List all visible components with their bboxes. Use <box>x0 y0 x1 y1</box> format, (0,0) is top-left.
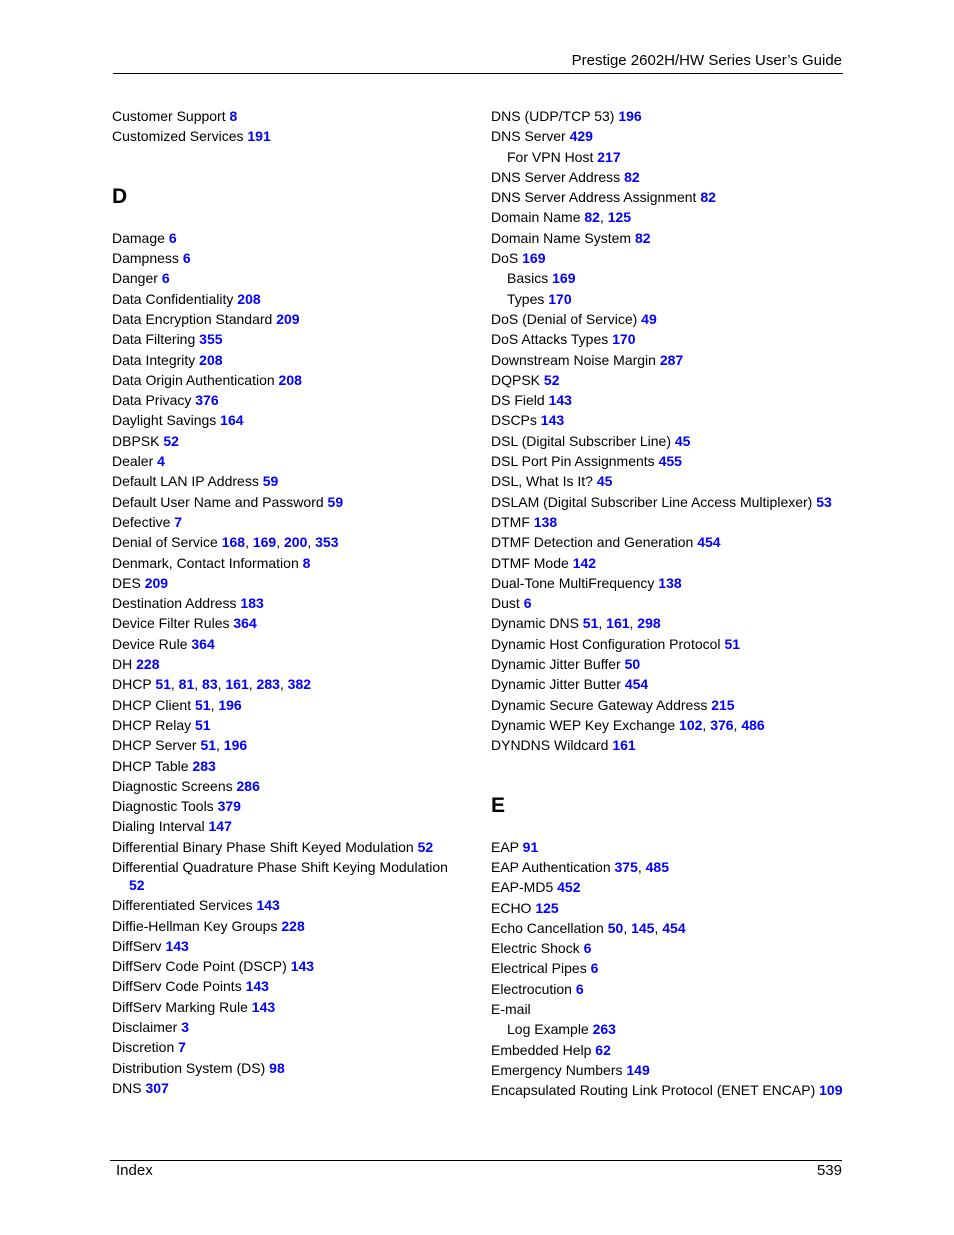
index-term: DiffServ Marking Rule <box>112 998 248 1015</box>
index-term: Dialing Interval <box>112 818 205 835</box>
page-reference-link[interactable]: 143 <box>245 978 269 995</box>
page-reference-link[interactable]: 376 <box>195 392 219 409</box>
index-term: Embedded Help <box>491 1041 592 1058</box>
index-term: Diagnostic Tools <box>112 798 214 815</box>
index-entry <box>112 797 457 815</box>
page-reference-link[interactable]: 6 <box>161 270 170 287</box>
page-reference-link[interactable]: 82 <box>584 209 600 226</box>
page-reference-link[interactable]: 485 <box>645 859 669 875</box>
index-entry <box>491 838 851 856</box>
page-reference-link[interactable]: 169 <box>252 534 277 551</box>
page-reference-link[interactable]: 287 <box>659 351 684 368</box>
index-entry <box>491 696 851 714</box>
page-reference-link[interactable]: 125 <box>607 209 632 226</box>
index-term: Data Integrity <box>112 351 196 368</box>
index-term: Dynamic Secure Gateway Address <box>491 696 708 713</box>
page-reference-link[interactable]: 143 <box>290 958 315 975</box>
index-entry <box>112 716 457 734</box>
page-reference-link[interactable]: 161 <box>606 615 630 632</box>
page-reference-link[interactable]: 286 <box>236 777 260 794</box>
index-term: DYNDNS Wildcard <box>491 737 609 754</box>
index-term: DSL Port Pin Assignments <box>491 453 655 470</box>
index-term: Dual-Tone MultiFrequency <box>491 574 655 591</box>
index-term: Basics <box>507 270 549 287</box>
index-term: DSL (Digital Subscriber Line) <box>491 432 671 449</box>
index-term: Dust <box>491 595 520 612</box>
page-reference-link[interactable]: 7 <box>174 513 183 530</box>
index-term: Diffie-Hellman Key Groups <box>112 917 278 934</box>
index-term: Damage <box>112 229 165 246</box>
page-reference-link[interactable]: 98 <box>269 1059 285 1076</box>
index-term: Default User Name and Password <box>112 493 324 510</box>
page-reference-link[interactable]: 81 <box>178 676 195 693</box>
index-term: Electrocution <box>491 980 572 997</box>
index-entry <box>112 838 457 856</box>
index-entry <box>491 229 851 247</box>
index-term: Dynamic Jitter Butter <box>491 676 621 693</box>
page-reference-link[interactable]: 283 <box>192 757 216 774</box>
page-reference-link[interactable]: 52 <box>417 838 434 855</box>
index-entry <box>112 1079 457 1097</box>
index-entry <box>491 1041 851 1059</box>
index-term: DNS Server Address Assignment <box>491 189 697 206</box>
index-term: Electric Shock <box>491 940 580 957</box>
page-reference-link[interactable]: 196 <box>223 737 248 754</box>
index-term: DES <box>112 574 141 591</box>
index-term: Distribution System (DS) <box>112 1059 266 1076</box>
index-term: Differentiated Services <box>112 897 253 914</box>
page-reference-link[interactable]: 376 <box>710 716 734 733</box>
index-term: Data Origin Authentication <box>112 371 275 388</box>
page-reference-link[interactable]: 49 <box>641 310 657 327</box>
index-entry <box>491 1000 851 1018</box>
index-term: DoS (Denial of Service) <box>491 310 638 327</box>
page-reference-link[interactable]: 149 <box>626 1061 650 1078</box>
index-term: DHCP <box>112 676 152 693</box>
page-reference-link[interactable]: 353 <box>315 534 339 551</box>
index-entry <box>491 107 851 125</box>
index-entry <box>112 574 457 592</box>
index-term: Denial of Service <box>112 534 218 551</box>
index-term: DiffServ Code Points <box>112 978 242 995</box>
page-reference-link[interactable]: 454 <box>697 534 721 551</box>
page-reference-link[interactable]: 161 <box>225 676 249 693</box>
index-term: DH <box>112 656 133 673</box>
index-entry <box>491 736 851 754</box>
index-term: Device Filter Rules <box>112 615 230 632</box>
index-entry <box>112 269 457 287</box>
index-entry: Echo Cancellation 50, 145, 454 <box>491 919 686 936</box>
page-reference-link[interactable]: 364 <box>191 635 215 652</box>
index-term: DoS Attacks Types <box>491 331 609 348</box>
index-term: Daylight Savings <box>112 412 217 429</box>
page-reference-link[interactable]: 91 <box>522 838 539 855</box>
page-reference-link[interactable]: 6 <box>182 250 191 267</box>
index-entry <box>491 980 851 998</box>
index-entry <box>112 1038 457 1056</box>
page-reference-link[interactable]: 45 <box>596 473 613 490</box>
section-letter: E <box>491 793 506 817</box>
index-entry <box>112 472 457 490</box>
page-reference-link[interactable]: 3 <box>181 1019 190 1036</box>
index-term: Diagnostic Screens <box>112 777 233 794</box>
page-reference-link[interactable]: 429 <box>569 128 593 145</box>
page-reference-link[interactable]: 82 <box>624 168 640 185</box>
index-entry <box>491 351 851 369</box>
section-letter: D <box>112 184 128 208</box>
page-reference-link[interactable]: 228 <box>281 917 305 934</box>
index-term: Domain Name System <box>491 229 632 246</box>
page-reference-link[interactable]: 209 <box>276 310 300 327</box>
index-entry <box>112 107 457 125</box>
page-reference-link[interactable]: 209 <box>144 574 169 591</box>
index-entry <box>491 899 851 917</box>
page-reference-link[interactable]: 82 <box>700 189 716 206</box>
index-term: Customized Services <box>112 128 244 145</box>
page-reference-link[interactable]: 183 <box>240 595 264 612</box>
index-entry: Dynamic WEP Key Exchange 102, 376, 486 <box>491 716 765 733</box>
index-entry <box>112 937 457 955</box>
index-entry <box>112 614 457 632</box>
page-reference-link[interactable]: 138 <box>533 513 558 530</box>
index-entry <box>112 777 457 795</box>
footer-section-name: Index <box>116 1162 153 1179</box>
page-reference-link[interactable]: 6 <box>575 980 584 997</box>
index-term: Danger <box>112 270 158 287</box>
index-entry <box>112 635 457 653</box>
page-reference-link[interactable]: 161 <box>612 737 636 754</box>
index-term: EAP <box>491 838 519 855</box>
index-term: Electrical Pipes <box>491 960 587 977</box>
index-term: EAP Authentication <box>491 859 611 875</box>
page-reference-link[interactable]: 45 <box>674 432 691 449</box>
index-term: Emergency Numbers <box>491 1061 623 1078</box>
index-term: Types <box>507 290 545 307</box>
index-entry: Domain Name 82, 125 <box>491 209 632 226</box>
index-entry <box>491 1081 851 1099</box>
header-rule <box>113 73 843 74</box>
footer-page-number: 539 <box>816 1162 842 1179</box>
index-entry <box>112 957 457 975</box>
index-term: For VPN Host <box>507 148 594 165</box>
page-reference-link[interactable]: 51 <box>582 615 599 632</box>
index-term: DTMF Mode <box>491 554 569 571</box>
index-entry <box>112 127 457 145</box>
page-reference-link[interactable]: 59 <box>327 493 344 510</box>
page-reference-link[interactable]: 4 <box>157 453 165 470</box>
index-entry <box>112 917 457 935</box>
page-reference-link[interactable]: 62 <box>595 1041 611 1058</box>
index-term: Echo Cancellation <box>491 919 604 936</box>
page-reference-link[interactable]: 355 <box>199 331 223 348</box>
page-reference-link[interactable]: 196 <box>618 108 642 124</box>
index-term: Differential Binary Phase Shift Keyed Modulation <box>112 838 414 855</box>
index-term: Downstream Noise Margin <box>491 351 656 368</box>
index-entry <box>491 594 851 612</box>
index-term: DNS <box>112 1079 142 1096</box>
index-term: Encapsulated Routing Link Protocol (ENET ENCAP) <box>491 1082 816 1099</box>
index-term: DoS <box>491 250 519 267</box>
index-entry <box>491 655 851 673</box>
index-term: Dampness <box>112 250 179 267</box>
index-entry <box>491 371 851 389</box>
index-term: Denmark, Contact Information <box>112 554 299 571</box>
page-reference-link[interactable]: 196 <box>218 696 242 713</box>
page-reference-link[interactable]: 454 <box>662 919 686 936</box>
index-subentry <box>491 290 851 308</box>
index-term: DHCP Server <box>112 737 197 754</box>
page-reference-link[interactable]: 143 <box>540 412 565 429</box>
page-reference-link[interactable]: 168 <box>221 534 246 551</box>
index-entry: DHCP 51, 81, 83, 161, 283, 382 <box>112 676 312 693</box>
page-reference-link[interactable]: 169 <box>552 270 576 287</box>
index-entry <box>491 533 851 551</box>
index-term: DSLAM (Digital Subscriber Line Access Multiplexer) <box>491 493 813 510</box>
index-term: Dynamic DNS <box>491 615 579 632</box>
index-entry <box>112 371 457 389</box>
page-reference-link[interactable]: 51 <box>724 635 741 652</box>
page-reference-link[interactable]: 145 <box>631 919 655 936</box>
index-entry <box>491 330 851 348</box>
page-reference-link[interactable]: 52 <box>543 371 560 388</box>
index-entry <box>491 574 851 592</box>
page-reference-link[interactable]: 263 <box>592 1021 616 1038</box>
index-column-left <box>112 107 457 1099</box>
page-reference-link[interactable]: 217 <box>597 148 621 165</box>
index-entry <box>112 452 457 470</box>
index-entry <box>112 351 457 369</box>
index-entry: Dynamic DNS 51, 161, 298 <box>491 615 661 632</box>
page-reference-link[interactable]: 109 <box>819 1082 843 1099</box>
index-term: DHCP Relay <box>112 716 192 733</box>
page-reference-link[interactable]: 50 <box>624 656 641 673</box>
page-reference-link[interactable]: 53 <box>816 493 832 510</box>
index-entry <box>491 878 851 896</box>
index-term: EAP-MD5 <box>491 879 554 896</box>
index-entry <box>112 998 457 1016</box>
page-reference-link[interactable]: 143 <box>548 392 572 409</box>
page-reference-link[interactable]: 51 <box>200 737 217 754</box>
index-entry <box>491 493 851 511</box>
footer-rule <box>110 1160 842 1161</box>
index-term: ECHO <box>491 899 532 916</box>
page-reference-link[interactable]: 51 <box>195 716 211 733</box>
page-reference-link[interactable]: 83 <box>202 676 218 693</box>
page-reference-link[interactable]: 6 <box>583 940 592 957</box>
index-entry <box>491 249 851 267</box>
running-header-title: Prestige 2602H/HW Series User’s Guide <box>571 52 842 69</box>
index-term: Data Privacy <box>112 392 192 409</box>
index-term: Log Example <box>507 1021 589 1038</box>
index-entry <box>491 310 851 328</box>
index-term: Default LAN IP Address <box>112 473 259 490</box>
page-reference-link[interactable]: 208 <box>199 351 223 368</box>
index-entry <box>112 310 457 328</box>
index-entry <box>112 432 457 450</box>
index-entry <box>112 757 457 775</box>
index-entry <box>112 513 457 531</box>
page-reference-link[interactable]: 52 <box>129 877 145 893</box>
index-entry <box>491 127 851 145</box>
page-reference-link[interactable]: 200 <box>284 534 308 551</box>
page-reference-link[interactable]: 102 <box>679 716 703 733</box>
index-entry <box>112 249 457 267</box>
index-entry <box>112 493 457 511</box>
page-reference-link[interactable]: 283 <box>256 676 280 693</box>
index-entry <box>112 391 457 409</box>
index-entry <box>491 635 851 653</box>
page-reference-link[interactable]: 6 <box>590 960 599 977</box>
page-reference-link[interactable]: 298 <box>637 615 661 632</box>
index-entry <box>112 977 457 995</box>
index-entry <box>112 896 457 914</box>
page-reference-link[interactable]: 170 <box>612 331 636 348</box>
index-term: Differential Quadrature Phase Shift Keying Modulation <box>112 859 448 875</box>
index-entry <box>491 959 851 977</box>
index-entry <box>491 554 851 572</box>
index-entry <box>491 188 851 206</box>
page-reference-link[interactable]: 82 <box>634 229 651 246</box>
index-term: DiffServ <box>112 937 162 954</box>
index-term: Dynamic Host Configuration Protocol <box>491 635 721 652</box>
page-reference-link[interactable]: 8 <box>302 554 311 571</box>
index-entry <box>491 452 851 470</box>
index-entry <box>112 330 457 348</box>
index-entry <box>491 675 851 693</box>
index-term: DTMF <box>491 513 530 530</box>
index-entry <box>112 411 457 429</box>
index-entry <box>491 168 851 186</box>
index-entry: Denial of Service 168, 169, 200, 353 <box>112 534 339 551</box>
page-reference-link[interactable]: 382 <box>287 676 312 693</box>
page-reference-link[interactable]: 170 <box>548 290 572 307</box>
page-reference-link[interactable]: 215 <box>711 696 735 713</box>
page-reference-link[interactable]: 191 <box>247 128 271 145</box>
page-reference-link[interactable]: 364 <box>233 615 257 632</box>
index-term: DNS Server <box>491 128 566 145</box>
index-subentry <box>491 1020 851 1038</box>
index-entry <box>491 513 851 531</box>
page-reference-link[interactable]: 52 <box>163 432 179 449</box>
index-term: Dynamic WEP Key Exchange <box>491 716 676 733</box>
index-term: Domain Name <box>491 209 581 226</box>
index-term: DBPSK <box>112 432 160 449</box>
index-entry <box>112 1059 457 1077</box>
index-term: Dealer <box>112 453 154 470</box>
index-entry <box>491 1061 851 1079</box>
index-subentry <box>491 148 851 166</box>
page-reference-link[interactable]: 454 <box>624 676 649 693</box>
page-reference-link[interactable]: 452 <box>557 879 581 896</box>
page-reference-link[interactable]: 6 <box>523 595 532 612</box>
index-entry <box>491 391 851 409</box>
index-entry <box>112 817 457 835</box>
page-reference-link[interactable]: 7 <box>178 1039 186 1056</box>
page-reference-link[interactable]: 8 <box>229 108 238 124</box>
page-reference-link[interactable]: 142 <box>572 554 597 571</box>
page-reference-link[interactable]: 486 <box>741 716 765 733</box>
index-term: DTMF Detection and Generation <box>491 534 694 551</box>
page-reference-link[interactable]: 169 <box>522 250 546 267</box>
index-term: DHCP Client <box>112 696 192 713</box>
index-entry <box>491 939 851 957</box>
index-column-right <box>491 107 851 1102</box>
index-term: Defective <box>112 513 171 530</box>
page-reference-link[interactable]: 50 <box>607 919 624 936</box>
index-term: Discretion <box>112 1039 175 1056</box>
page-reference-link[interactable]: 164 <box>220 412 244 429</box>
page-reference-link[interactable]: 143 <box>256 897 280 914</box>
page-reference-link[interactable]: 143 <box>251 998 276 1015</box>
index-term: Data Confidentiality <box>112 290 234 307</box>
index-entry: DHCP Server 51, 196 <box>112 737 248 754</box>
index-term: Dynamic Jitter Buffer <box>491 656 621 673</box>
page-reference-link[interactable]: 208 <box>237 290 261 307</box>
page-reference-link[interactable]: 51 <box>195 696 211 713</box>
index-entry <box>491 472 851 490</box>
page-reference-link[interactable]: 143 <box>165 937 189 954</box>
index-subentry <box>491 269 851 287</box>
index-entry <box>112 594 457 612</box>
index-entry <box>491 432 851 450</box>
index-term: Data Encryption Standard <box>112 310 273 327</box>
index-entry <box>112 290 457 308</box>
index-term: Destination Address <box>112 595 237 612</box>
index-term: DS Field <box>491 392 545 409</box>
page-reference-link[interactable]: 147 <box>208 818 232 835</box>
index-entry <box>112 229 457 247</box>
page-reference-link[interactable]: 125 <box>535 899 559 916</box>
page-reference-link[interactable]: 375 <box>614 859 638 875</box>
page-reference-link[interactable]: 455 <box>658 453 682 470</box>
index-term: DQPSK <box>491 371 541 388</box>
index-entry <box>491 411 851 429</box>
index-entry: DHCP Client 51, 196 <box>112 696 242 713</box>
index-term: DSCPs <box>491 412 537 429</box>
index-entry <box>112 554 457 572</box>
index-term: DNS (UDP/TCP 53) <box>491 108 615 124</box>
page-reference-link[interactable]: 379 <box>217 798 241 815</box>
index-entry: EAP Authentication 375, 485 <box>491 859 669 875</box>
index-entry <box>112 858 457 894</box>
page-reference-link[interactable]: 51 <box>155 676 171 693</box>
page-reference-link[interactable]: 59 <box>262 473 279 490</box>
index-term: Data Filtering <box>112 331 196 348</box>
index-term: DSL, What Is It? <box>491 473 593 490</box>
index-term: Customer Support <box>112 108 226 124</box>
page-reference-link[interactable]: 307 <box>145 1079 169 1096</box>
index-term: DiffServ Code Point (DSCP) <box>112 958 287 975</box>
page-reference-link[interactable]: 208 <box>278 371 302 388</box>
index-term: Disclaimer <box>112 1019 178 1036</box>
section-heading <box>112 184 457 210</box>
section-heading <box>491 793 851 819</box>
index-entry <box>112 655 457 673</box>
index-term: DHCP Table <box>112 757 189 774</box>
index-entry <box>112 1018 457 1036</box>
index-term: Device Rule <box>112 635 188 652</box>
page-reference-link[interactable]: 138 <box>658 574 682 591</box>
index-term: E-mail <box>491 1001 531 1018</box>
page-reference-link[interactable]: 6 <box>168 229 177 246</box>
index-term: DNS Server Address <box>491 168 621 185</box>
page-reference-link[interactable]: 228 <box>136 656 160 673</box>
